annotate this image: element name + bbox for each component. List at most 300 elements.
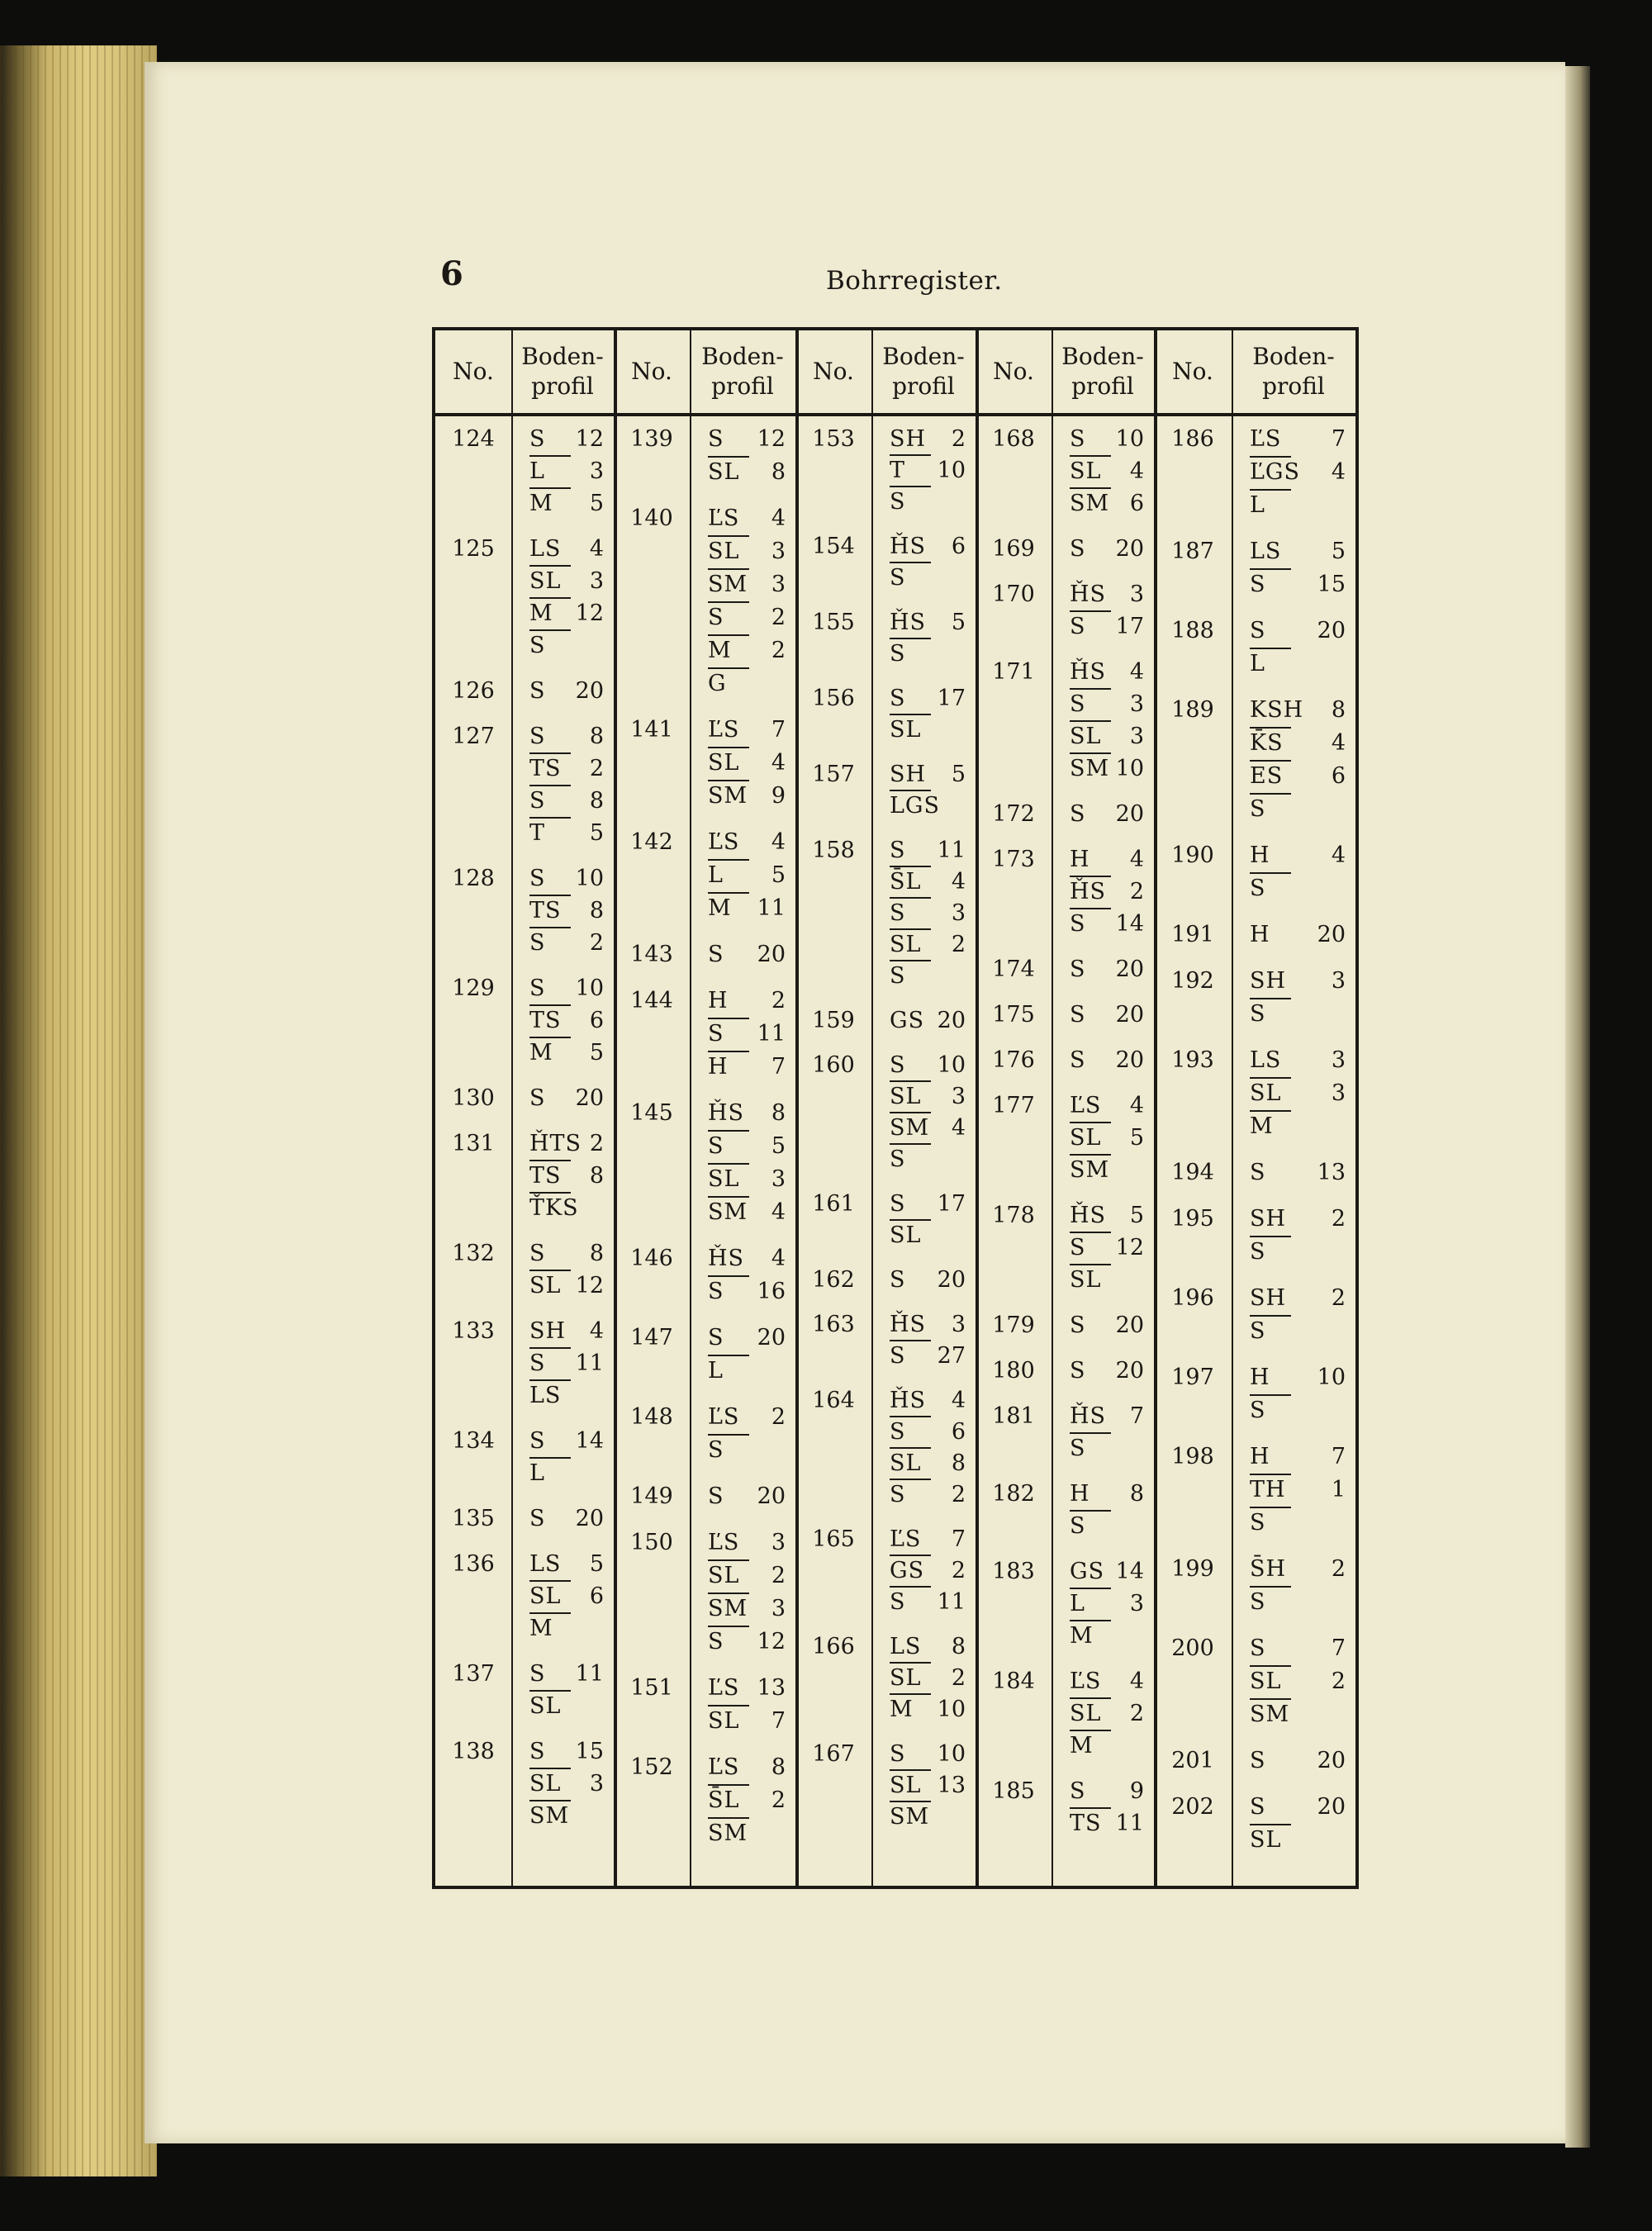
profile-layer: ȞS	[1070, 659, 1107, 685]
profile-layer: H	[708, 1054, 729, 1080]
profile-layer: S	[1250, 1239, 1266, 1265]
profile-layer: SM	[1250, 1702, 1290, 1727]
profile-layer: SL	[890, 1665, 922, 1691]
layer-rule	[529, 565, 571, 567]
layer-rule	[890, 1693, 931, 1695]
profile-depth: 20	[1317, 618, 1346, 643]
profile-layer: S	[1250, 1589, 1266, 1615]
profile-layer: T	[529, 820, 546, 846]
boring-number: 184	[992, 1669, 1035, 1694]
profile-layer: L	[708, 1358, 724, 1384]
boring-number: 136	[452, 1551, 495, 1577]
layer-rule	[708, 568, 749, 570]
layer-rule	[529, 1457, 571, 1459]
profile-layer: LS	[529, 1383, 562, 1408]
profile-layer: LS	[1250, 1047, 1282, 1073]
profile-depth: 4	[771, 506, 786, 531]
profile-depth: 2	[589, 756, 604, 781]
boring-number: 197	[1171, 1365, 1214, 1390]
layer-rule	[890, 1447, 931, 1449]
profile-depth: 4	[589, 536, 604, 562]
profile-layer: H	[1070, 1481, 1090, 1507]
profile-depth: 7	[1331, 426, 1346, 452]
profile-depth: 7	[771, 717, 786, 743]
profile-layer: S	[1070, 1047, 1086, 1073]
boring-number: 150	[630, 1530, 673, 1555]
profile-depth: 5	[1331, 539, 1346, 564]
layer-rule	[1250, 1077, 1291, 1079]
profile-layer: SM	[1070, 756, 1110, 781]
profile-layer: SH	[890, 762, 927, 787]
boring-number: 164	[812, 1388, 855, 1413]
layer-rule	[529, 1004, 571, 1006]
boring-number: 130	[452, 1085, 495, 1111]
profile-depth: 13	[1317, 1160, 1346, 1185]
profile-layer: S	[1250, 1160, 1266, 1185]
header-bodenprofil-top: Boden-	[521, 342, 604, 370]
profile-depth: 10	[575, 866, 604, 891]
profile-depth: 8	[1331, 697, 1346, 723]
profile-layer: SL	[890, 1222, 922, 1248]
profile-layer: SL	[708, 1708, 740, 1734]
profile-layer: M	[1070, 1623, 1094, 1649]
profile-layer: L	[529, 1460, 545, 1486]
column-separator	[1232, 330, 1233, 1886]
boring-number: 199	[1171, 1556, 1214, 1582]
layer-rule	[708, 601, 749, 603]
layer-rule	[1070, 752, 1111, 754]
profile-layer: LS	[529, 1551, 562, 1577]
layer-rule	[1250, 1586, 1291, 1588]
layer-rule	[529, 895, 571, 896]
profile-depth: 3	[771, 1530, 786, 1555]
profile-depth: 3	[1129, 1591, 1144, 1616]
profile-depth: 5	[951, 762, 966, 787]
profile-depth: 20	[1115, 1312, 1144, 1338]
profile-layer: S	[890, 565, 906, 591]
profile-depth: 2	[1331, 1669, 1346, 1694]
layer-rule	[1070, 720, 1111, 722]
boring-number: 188	[1171, 618, 1214, 643]
profile-layer: SM	[708, 783, 748, 809]
layer-rule	[529, 1379, 571, 1381]
profile-layer: SL	[529, 1693, 562, 1719]
layer-rule	[1250, 1474, 1291, 1475]
layer-rule	[890, 1080, 931, 1082]
layer-rule	[1070, 876, 1111, 877]
header-bodenprofil-top: Boden-	[701, 342, 784, 370]
profile-layer: S	[890, 1741, 906, 1767]
profile-layer: S	[708, 1325, 724, 1350]
profile-layer: ĽS	[708, 1675, 740, 1701]
profile-layer: S	[890, 1589, 906, 1615]
profile-depth: 17	[937, 1191, 966, 1217]
profile-depth: 12	[757, 426, 786, 452]
layer-rule	[890, 1112, 931, 1113]
profile-depth: 4	[1129, 659, 1144, 685]
profile-layer: SL	[708, 459, 740, 485]
layer-rule	[708, 456, 749, 458]
profile-depth: 2	[771, 638, 786, 663]
boring-number: 127	[452, 724, 495, 749]
profile-depth: 8	[771, 459, 786, 485]
profile-layer: M	[529, 1040, 553, 1066]
profile-depth: 10	[937, 1741, 966, 1767]
profile-depth: 3	[1129, 581, 1144, 607]
boring-number: 171	[992, 659, 1035, 685]
profile-depth: 10	[1115, 426, 1144, 452]
profile-depth: 4	[1331, 730, 1346, 756]
header-rule	[435, 413, 1355, 416]
layer-rule	[708, 1355, 749, 1356]
header-bodenprofil-top: Boden-	[1061, 342, 1144, 370]
profile-depth: 20	[1115, 1047, 1144, 1073]
profile-depth: 27	[937, 1343, 966, 1369]
profile-depth: 2	[1331, 1556, 1346, 1582]
boring-number: 170	[992, 581, 1035, 607]
profile-depth: 2	[951, 1558, 966, 1583]
profile-depth: 3	[1331, 968, 1346, 994]
profile-layer: S	[1250, 876, 1266, 901]
profile-layer: S	[708, 1133, 724, 1159]
column-separator	[690, 330, 691, 1886]
profile-layer: S	[890, 686, 906, 711]
profile-layer: SH	[529, 1318, 567, 1344]
layer-rule	[1250, 1824, 1291, 1825]
profile-depth: 1	[1331, 1477, 1346, 1502]
profile-layer: SH	[1250, 1206, 1287, 1232]
layer-rule	[1070, 1730, 1111, 1731]
profile-layer: KSH	[1250, 697, 1304, 723]
boring-number: 155	[812, 610, 855, 635]
profile-layer: M	[529, 491, 553, 516]
column-group-separator	[795, 330, 799, 1886]
profile-layer: SL	[1070, 1267, 1102, 1293]
profile-layer: S	[890, 1146, 906, 1172]
profile-layer: ȞS	[708, 1246, 745, 1271]
boring-number: 156	[812, 686, 855, 711]
profile-layer: S	[1070, 426, 1086, 452]
profile-depth: 7	[951, 1526, 966, 1552]
layer-rule	[890, 866, 931, 867]
profile-layer: SM	[529, 1803, 570, 1829]
profile-depth: 3	[1331, 1080, 1346, 1106]
layer-rule	[708, 1051, 749, 1052]
profile-depth: 3	[1129, 691, 1144, 717]
profile-layer: S	[1070, 1436, 1086, 1461]
profile-depth: 20	[575, 678, 604, 704]
profile-layer: S	[529, 633, 546, 658]
profile-layer: S	[1250, 1635, 1266, 1661]
layer-rule	[890, 1416, 931, 1417]
layer-rule	[1070, 1807, 1111, 1809]
profile-layer: S	[708, 426, 724, 452]
profile-depth: 12	[757, 1629, 786, 1654]
layer-rule	[708, 1559, 749, 1561]
profile-layer: SH	[1250, 968, 1287, 994]
profile-layer: ĽS	[708, 829, 740, 855]
profile-depth: 2	[951, 1665, 966, 1691]
profile-layer: ĽGS	[1250, 459, 1300, 485]
profile-layer: M	[890, 1697, 914, 1722]
profile-depth: 4	[951, 1388, 966, 1413]
layer-rule	[529, 817, 571, 819]
boring-number: 196	[1171, 1285, 1214, 1311]
profile-layer: SL	[1250, 1669, 1282, 1694]
profile-depth: 10	[937, 1697, 966, 1722]
profile-depth: 7	[1331, 1635, 1346, 1661]
profile-layer: ĽS	[1070, 1669, 1102, 1694]
profile-depth: 11	[575, 1661, 604, 1687]
layer-rule	[1250, 1236, 1291, 1237]
boring-number: 195	[1171, 1206, 1214, 1232]
profile-depth: 2	[1129, 1701, 1144, 1726]
profile-depth: 13	[757, 1675, 786, 1701]
profile-layer: S	[1250, 572, 1266, 597]
layer-rule	[529, 455, 571, 457]
profile-depth: 8	[951, 1450, 966, 1476]
profile-depth: 5	[589, 1551, 604, 1577]
layer-rule	[890, 790, 931, 791]
boring-number: 185	[992, 1778, 1035, 1804]
header-bodenprofil-top: Boden-	[882, 342, 965, 370]
column-separator	[871, 330, 873, 1886]
profile-depth: 5	[951, 610, 966, 635]
profile-layer: L	[1250, 492, 1265, 518]
bohrregister-table	[432, 327, 1359, 1889]
layer-rule	[708, 747, 749, 748]
profile-layer: M	[529, 1616, 553, 1641]
profile-layer: S	[1070, 614, 1086, 639]
profile-depth: 10	[1115, 756, 1144, 781]
layer-rule	[1250, 1315, 1291, 1317]
layer-rule	[890, 1479, 931, 1480]
profile-layer: LGS	[890, 793, 940, 819]
profile-layer: S	[890, 1343, 906, 1369]
profile-layer: SM	[708, 572, 748, 597]
layer-rule	[708, 780, 749, 781]
profile-layer: S	[708, 1279, 724, 1304]
profile-depth: 8	[589, 724, 604, 749]
profile-layer: L	[1250, 651, 1265, 676]
profile-layer: S	[529, 724, 546, 749]
profile-depth: 3	[1331, 1047, 1346, 1073]
profile-layer: ĽS	[1070, 1093, 1102, 1118]
profile-layer: SL	[890, 1084, 922, 1109]
profile-depth: 12	[1115, 1235, 1144, 1260]
profile-depth: 9	[1129, 1778, 1144, 1804]
boring-number: 129	[452, 975, 495, 1001]
page-number: 6	[440, 254, 463, 293]
layer-rule	[529, 597, 571, 599]
profile-layer: S	[1250, 1318, 1266, 1344]
boring-number: 175	[992, 1002, 1035, 1028]
profile-depth: 5	[771, 1133, 786, 1159]
profile-layer: G	[708, 671, 727, 696]
profile-layer: S	[1250, 618, 1266, 643]
boring-number: 159	[812, 1008, 855, 1033]
boring-number: 161	[812, 1191, 855, 1217]
layer-rule	[1250, 1665, 1291, 1667]
profile-layer: LS	[1250, 539, 1282, 564]
profile-layer: S	[890, 838, 906, 863]
boring-number: 126	[452, 678, 495, 704]
layer-rule	[1250, 793, 1291, 795]
layer-rule	[1070, 1620, 1111, 1621]
profile-layer: SM	[1070, 1157, 1110, 1183]
boring-number: 162	[812, 1267, 855, 1293]
boring-number: 135	[452, 1506, 495, 1531]
profile-layer: S	[1250, 1510, 1266, 1536]
boring-number: 177	[992, 1093, 1035, 1118]
boring-number: 157	[812, 762, 855, 787]
boring-number: 163	[812, 1312, 855, 1337]
header-bodenprofil-bottom: profil	[1262, 373, 1325, 400]
profile-layer: SM	[708, 1199, 748, 1225]
layer-rule	[708, 1130, 749, 1132]
layer-rule	[1070, 1588, 1111, 1589]
profile-layer: S̄H	[1250, 1556, 1287, 1582]
profile-depth: 14	[575, 1428, 604, 1454]
profile-layer: SL	[890, 717, 922, 743]
profile-layer: S	[529, 426, 546, 452]
profile-depth: 13	[937, 1773, 966, 1798]
layer-rule	[529, 1612, 571, 1614]
profile-layer: S̄L	[890, 869, 922, 895]
header-bodenprofil	[1232, 330, 1355, 413]
profile-layer: S	[890, 1419, 906, 1445]
boring-number: 165	[812, 1526, 855, 1552]
profile-layer: TS	[529, 756, 562, 781]
boring-number: 174	[992, 956, 1035, 982]
profile-depth: 7	[1129, 1403, 1144, 1429]
profile-depth: 3	[589, 458, 604, 484]
header-bodenprofil-bottom: profil	[1071, 373, 1134, 400]
profile-depth: 20	[575, 1506, 604, 1531]
profile-layer: SL	[1250, 1827, 1282, 1853]
profile-depth: 3	[771, 539, 786, 564]
boring-number: 149	[630, 1483, 673, 1509]
profile-layer: GS	[1070, 1559, 1105, 1584]
profile-layer: ȞS	[890, 534, 927, 559]
profile-layer: H	[1250, 1365, 1270, 1390]
profile-layer: SL	[529, 1583, 562, 1609]
boring-number: 146	[630, 1246, 673, 1271]
profile-layer: S	[1070, 1235, 1086, 1260]
boring-number: 178	[992, 1203, 1035, 1228]
boring-number: 186	[1171, 426, 1214, 452]
boring-number: 190	[1171, 843, 1214, 868]
profile-layer: TS	[529, 1008, 562, 1033]
profile-depth: 4	[1331, 843, 1346, 868]
profile-layer: S	[890, 1482, 906, 1507]
profile-depth: 2	[951, 426, 966, 452]
profile-layer: H	[708, 988, 729, 1013]
profile-depth: 10	[1317, 1365, 1346, 1390]
layer-rule	[708, 1817, 749, 1819]
boring-number: 131	[452, 1131, 495, 1156]
layer-rule	[708, 667, 749, 669]
header-bodenprofil	[511, 330, 614, 413]
profile-layer: S	[708, 942, 724, 967]
profile-depth: 8	[589, 1163, 604, 1189]
profile-layer: ŤKS	[529, 1195, 579, 1221]
profile-layer: S	[890, 900, 906, 926]
boring-number: 139	[630, 426, 673, 452]
profile-depth: 17	[937, 686, 966, 711]
profile-layer: S	[1070, 911, 1086, 937]
profile-depth: 2	[1331, 1285, 1346, 1311]
profile-layer: S	[529, 1428, 546, 1454]
profile-layer: SM	[1070, 491, 1110, 516]
profile-layer: ȞS	[1070, 1203, 1107, 1228]
profile-layer: S	[708, 1437, 724, 1463]
layer-rule	[708, 1275, 749, 1277]
profile-layer: S̄L	[708, 1787, 740, 1813]
boring-number: 167	[812, 1741, 855, 1767]
profile-layer: SM	[708, 1596, 748, 1621]
layer-rule	[1070, 1264, 1111, 1265]
header-bodenprofil-bottom: profil	[531, 373, 594, 400]
boring-number: 145	[630, 1100, 673, 1126]
profile-layer: LS	[890, 1634, 922, 1659]
profile-layer: TS	[529, 898, 562, 923]
profile-layer: SM	[890, 1804, 930, 1830]
boring-number: 166	[812, 1634, 855, 1659]
profile-depth: 20	[1115, 536, 1144, 562]
profile-layer: H	[1250, 922, 1270, 947]
layer-rule	[708, 1196, 749, 1198]
profile-depth: 4	[771, 1246, 786, 1271]
header-bodenprofil	[1051, 330, 1154, 413]
profile-depth: 3	[951, 900, 966, 926]
profile-depth: 4	[1129, 1669, 1144, 1694]
profile-depth: 3	[771, 1166, 786, 1192]
profile-layer: S	[708, 1483, 724, 1509]
boring-number: 192	[1171, 968, 1214, 994]
layer-rule	[1250, 872, 1291, 874]
boring-number: 179	[992, 1312, 1035, 1338]
header-bodenprofil-bottom: profil	[892, 373, 955, 400]
layer-rule	[890, 562, 931, 563]
profile-layer: SL	[1070, 1701, 1102, 1726]
profile-layer: S	[890, 1052, 906, 1078]
profile-depth: 3	[589, 568, 604, 594]
layer-rule	[1070, 1122, 1111, 1123]
profile-depth: 4	[1331, 459, 1346, 485]
profile-layer: S	[708, 605, 724, 630]
profile-layer: S	[890, 1267, 906, 1293]
boring-number: 147	[630, 1325, 673, 1350]
column-group-separator	[976, 330, 979, 1886]
profile-layer: S	[1070, 1513, 1086, 1539]
boring-number: 181	[992, 1403, 1035, 1429]
profile-depth: 20	[757, 1325, 786, 1350]
layer-rule	[708, 1163, 749, 1165]
profile-depth: 20	[937, 1267, 966, 1293]
profile-depth: 14	[1115, 911, 1144, 937]
profile-depth: 8	[589, 898, 604, 923]
profile-layer: S	[529, 1661, 546, 1687]
profile-depth: 2	[589, 930, 604, 956]
profile-layer: ĽS	[708, 506, 740, 531]
profile-layer: SL	[1070, 1125, 1102, 1151]
profile-layer: S	[890, 641, 906, 667]
boring-number: 144	[630, 988, 673, 1013]
header-no: No.	[813, 357, 854, 385]
boring-number: 202	[1171, 1794, 1214, 1820]
profile-depth: 8	[589, 788, 604, 814]
